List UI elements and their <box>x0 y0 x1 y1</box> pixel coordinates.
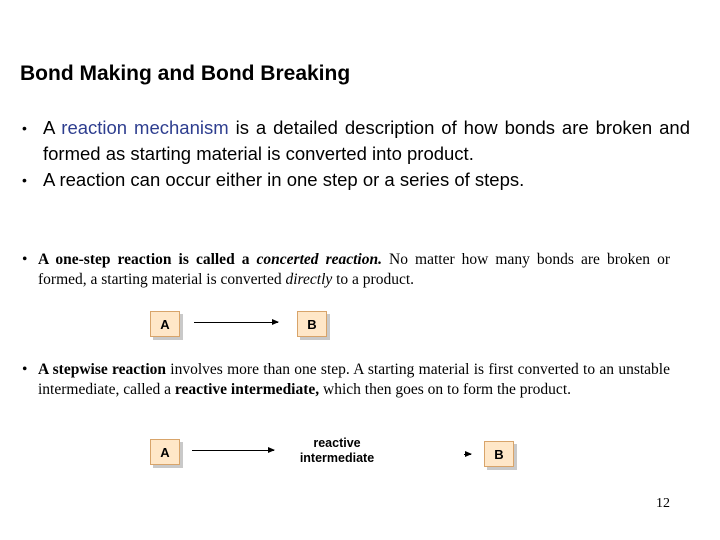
intermediate-line2: intermediate <box>299 451 375 465</box>
one-step-arrow <box>194 322 278 323</box>
step2-arrow <box>464 454 471 455</box>
box-start-a-stepwise: A <box>150 439 180 465</box>
bullet-steps <box>22 167 690 193</box>
box-start-a: A <box>150 311 180 337</box>
stepwise-paragraph <box>22 360 670 400</box>
bullet-dot: • <box>22 251 28 268</box>
stepwise-tail: which then goes on to form the product. <box>319 381 571 398</box>
bullet-dot: • <box>22 172 27 188</box>
page-number: 12 <box>656 496 670 511</box>
intro-bullets <box>22 115 690 193</box>
term-reactive-intermediate: reactive intermediate, <box>174 381 320 398</box>
one-step-middle: No matter how many bonds are broken or formed, a starting material is converted <box>38 251 670 288</box>
step1-arrow <box>192 450 274 451</box>
stepwise-lead: A stepwise reaction <box>38 361 166 378</box>
bullet-reaction-mechanism <box>22 115 690 167</box>
bullet-text: A reaction can occur either in one step or a series of steps. <box>43 169 525 190</box>
term-reaction-mechanism: reaction mechanism <box>61 117 229 138</box>
slide-title: Bond Making and Bond Breaking <box>20 62 351 85</box>
box-product-b-stepwise: B <box>484 441 514 467</box>
intermediate-label <box>282 436 392 466</box>
one-step-paragraph <box>22 250 670 290</box>
bullet-text-post: is a detailed description of how bonds are broken and formed as starting material is converted into product. <box>43 117 690 164</box>
bullet-text-pre: A <box>43 117 62 138</box>
term-concerted-reaction: concerted reaction. <box>256 251 382 268</box>
emphasis-directly: directly <box>285 271 333 288</box>
one-step-lead: A one-step reaction is called a <box>38 251 257 268</box>
bullet-dot: • <box>22 120 27 136</box>
box-product-b: B <box>297 311 327 337</box>
bullet-dot: • <box>22 361 28 378</box>
stepwise-middle: involves more than one step. A starting material is first converted to an unstable intermediate, called a <box>38 361 670 398</box>
intermediate-line1: reactive <box>313 436 361 450</box>
one-step-tail: to a product. <box>332 271 415 288</box>
